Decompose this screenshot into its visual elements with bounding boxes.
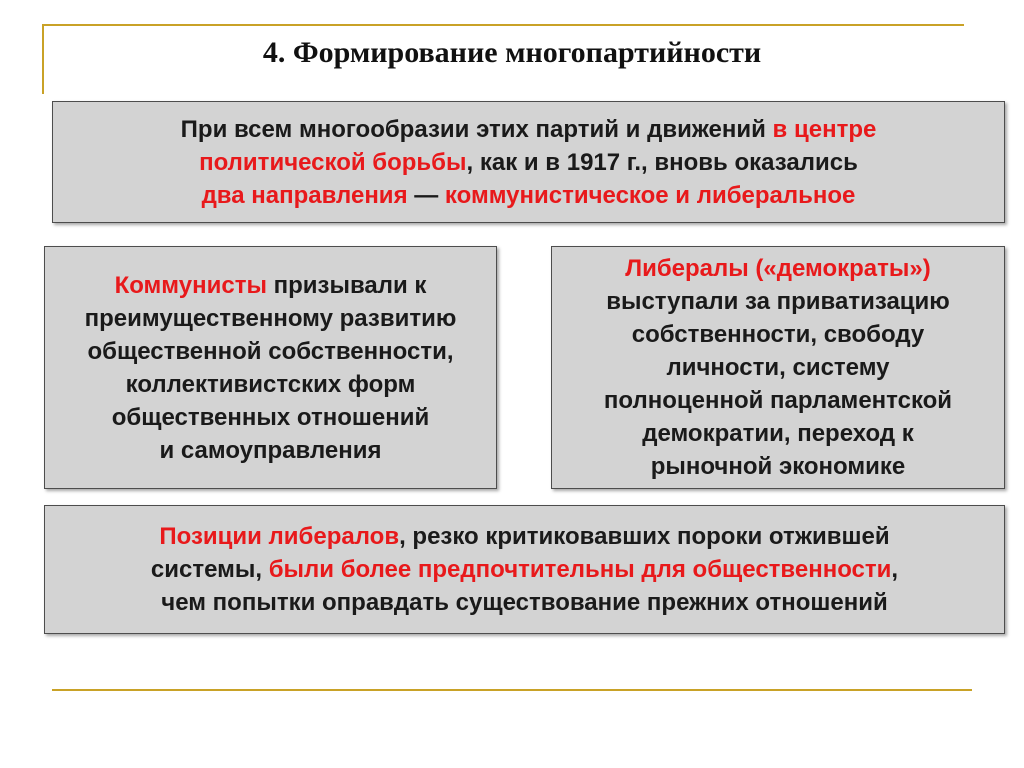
liberals-line: личности, систему [666,354,890,381]
liberals-line: собственности, свободу [631,321,925,348]
intro-box [52,101,1005,223]
conclusion-text-part: системы, [150,556,269,583]
intro-highlight: политической борьбы [199,148,467,176]
communists-text [85,269,457,467]
bottom-decoration-line [52,689,972,691]
top-decoration-line [42,24,964,26]
conclusion-text [151,520,898,619]
communists-text-part: призывали к [266,271,427,299]
liberals-line: рыночной экономике [650,453,906,480]
liberals-text [604,252,952,483]
intro-text-part: — [407,181,445,209]
communists-highlight: Коммунисты [114,271,267,299]
intro-text-part: При всем многообразии этих партий и движений [180,115,773,143]
intro-text [181,113,877,212]
intro-highlight: два направления [201,181,408,209]
liberals-box [551,246,1005,489]
communists-line: и самоуправления [159,436,382,464]
liberals-line: выступали за приватизацию [606,288,950,315]
conclusion-text-part: , резко критиковавших пороки отжившей [399,523,890,550]
communists-line: общественной собственности, [87,337,454,365]
communists-line: общественных отношений [111,403,430,431]
communists-line: преимущественному развитию [84,304,457,332]
communists-line: коллективистских форм [125,370,416,398]
conclusion-text-part: , [891,556,899,583]
slide-title: 4. Формирование многопартийности [262,36,762,69]
intro-highlight: в центре [772,115,877,143]
conclusion-highlight: Позиции либералов [159,523,400,550]
liberals-highlight: Либералы («демократы») [625,255,931,282]
conclusion-box [44,505,1005,634]
liberals-line: полноценной парламентской [603,387,953,414]
communists-box [44,246,497,489]
intro-highlight: коммунистическое и либеральное [444,181,856,209]
liberals-line: демократии, переход к [642,420,914,447]
conclusion-highlight: были более предпочтительны для общественности [268,556,892,583]
intro-text-part: , как и в 1917 г., вновь оказались [466,148,858,176]
conclusion-line: чем попытки оправдать существование прежних отношений [161,589,888,616]
